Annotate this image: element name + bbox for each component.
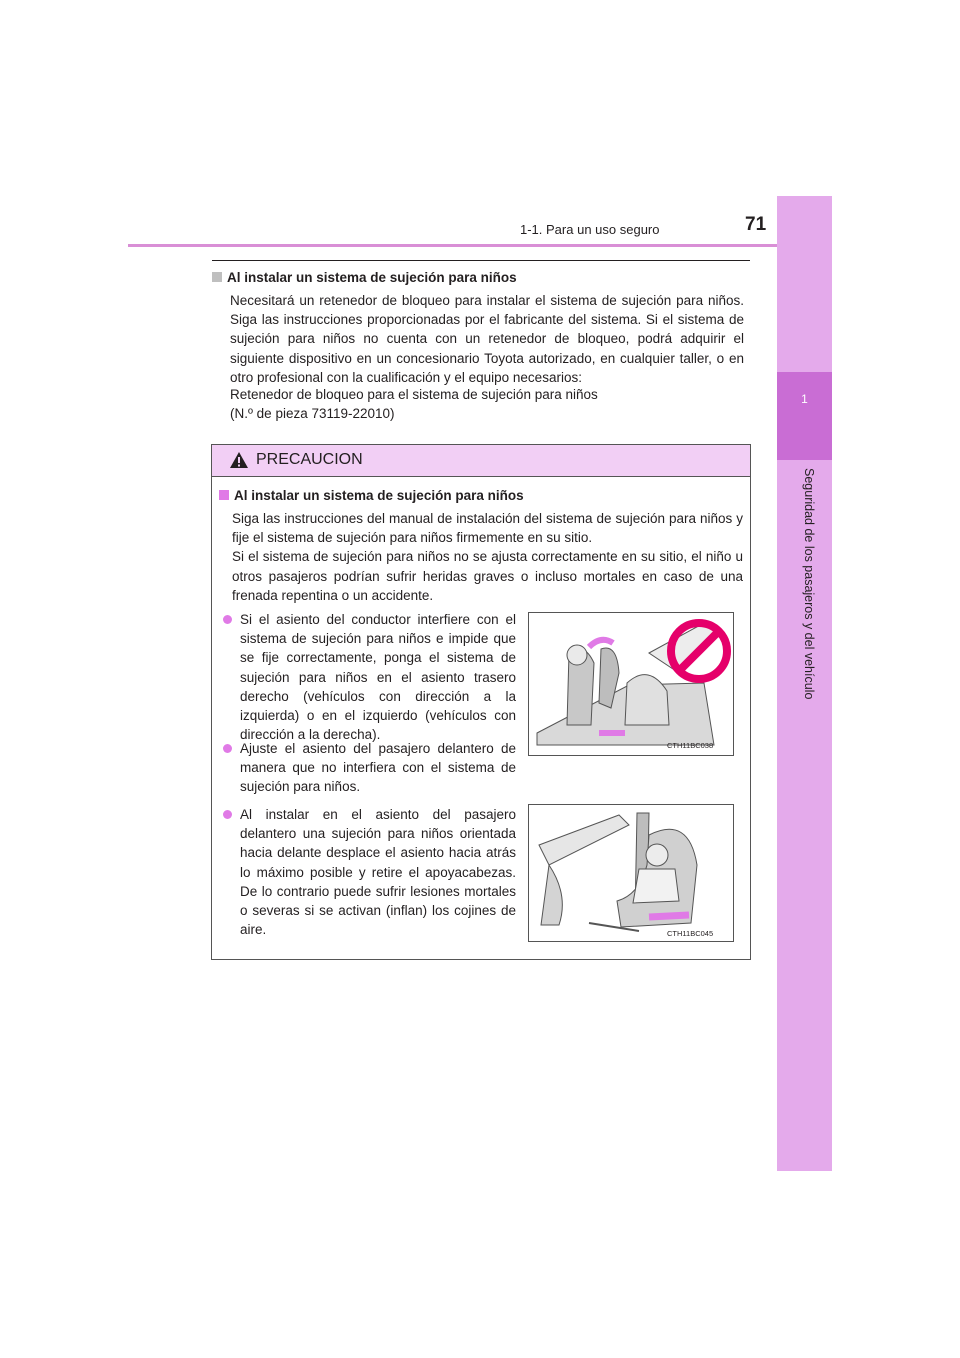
warning-title: PRECAUCION bbox=[256, 451, 363, 468]
list-item: Al instalar en el asiento del pasajero delantero una sujeción para niños orientada hacia delante desplace el asiento hacia atrás lo máximo posible y retire el apoyacabezas. De lo contrario puede sufrir lesiones mortales o severas si se activan (inflan) los cojines de aire. bbox=[220, 805, 516, 939]
section-heading: Al instalar un sistema de sujeción para niños bbox=[212, 270, 517, 285]
part-name: Retenedor de bloqueo para el sistema de sujeción para niños bbox=[230, 387, 598, 402]
car-seat-illustration bbox=[529, 613, 733, 755]
warning-heading: Al instalar un sistema de sujeción para niños bbox=[219, 488, 524, 503]
section-paragraph: Necesitará un retenedor de bloqueo para instalar el sistema de sujeción para niños. Siga las instrucciones proporcionadas por el fabricante del sistema. Si el sistema de sujeción para niños no cuenta con un retenedor de bloqueo, podrá adquirir el siguiente dispositivo en un concesionario Toyota autorizado, en cualquier taller, o en otro profesional con la cualificación y el equipo necesarios: bbox=[230, 293, 744, 385]
warning-header bbox=[212, 445, 750, 477]
part-number: (N.º de pieza 73119-22010) bbox=[230, 406, 395, 421]
figure-code: CTH11BC038 bbox=[667, 741, 714, 750]
figure-code: CTH11BC045 bbox=[667, 929, 714, 938]
content-top-rule bbox=[212, 260, 750, 261]
side-tab-chapter-marker bbox=[777, 372, 832, 460]
figure-driver-seat-interference bbox=[528, 612, 734, 756]
square-bullet-icon bbox=[219, 490, 229, 500]
warning-paragraph-1: Siga las instrucciones del manual de instalación del sistema de sujeción para niños y fije el sistema de sujeción para niños firmemente en su sitio. bbox=[232, 511, 743, 546]
bullet-dot-icon bbox=[223, 615, 232, 624]
warning-paragraph-2: Si el sistema de sujeción para niños no se ajusta correctamente en su sitio, el niño u otros pasajeros podrían sufrir heridas graves o incluso mortales en caso de una frenada repentina o un accidente. bbox=[232, 549, 743, 603]
chapter-title: Seguridad de los pasajeros y del vehículo bbox=[802, 468, 816, 700]
front-seat-illustration bbox=[529, 805, 733, 941]
page-number: 71 bbox=[745, 214, 767, 235]
warning-box bbox=[211, 444, 751, 960]
bullet-dot-icon bbox=[223, 810, 232, 819]
warning-paragraph bbox=[232, 509, 743, 605]
list-item: Si el asiento del conductor interfiere con el sistema de sujeción para niños e impide que se fije correctamente, ponga el sistema de sujeción para niños en el asiento trasero derecho (vehículos con dirección a la izquierda) o en el izquierdo (vehículos con dirección a la derecha). bbox=[220, 610, 516, 744]
header-rule bbox=[128, 244, 778, 247]
list-item: Ajuste el asiento del pasajero delantero de manera que no interfiera con el sistema de sujeción para niños. bbox=[220, 739, 516, 797]
header-section-title: 1-1. Para un uso seguro bbox=[520, 222, 660, 237]
warning-triangle-icon bbox=[229, 451, 249, 469]
bullet-dot-icon bbox=[223, 744, 232, 753]
figure-front-passenger-seat bbox=[528, 804, 734, 942]
square-bullet-icon bbox=[212, 272, 222, 282]
chapter-number: 1 bbox=[801, 392, 808, 406]
